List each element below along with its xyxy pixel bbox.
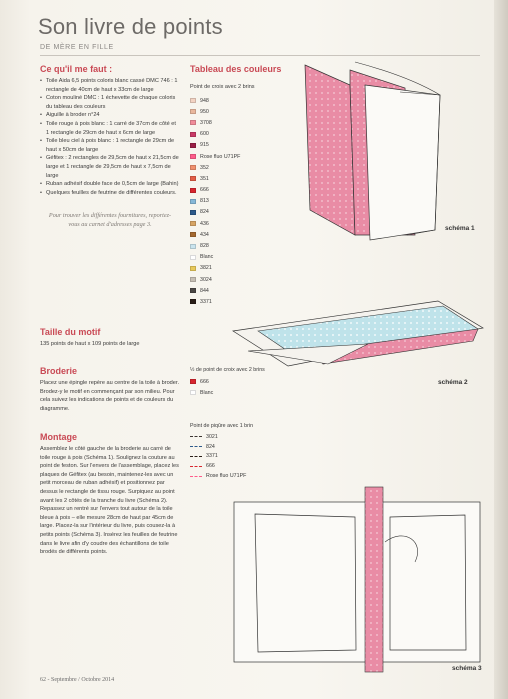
materials-item: • Toile Aida 6,5 points coloris blanc cassé DMC 746 : 1 rectangle de 40cm de haut x 33cm de large xyxy=(40,77,180,94)
color-code: 3024 xyxy=(200,276,212,283)
color-code: Rose fluo U71PF xyxy=(206,473,247,480)
materials-list xyxy=(40,77,180,197)
color-code: 436 xyxy=(200,220,209,227)
montage-heading: Montage xyxy=(40,432,77,442)
color-code: 844 xyxy=(200,287,209,294)
color-code: Blanc xyxy=(200,389,214,396)
schema-2-illustration xyxy=(228,296,486,388)
color-legend-row xyxy=(190,229,290,240)
montage-section xyxy=(40,432,180,557)
color-legend-row xyxy=(190,387,310,398)
schema-1-label: schéma 1 xyxy=(445,225,475,232)
color-code: 824 xyxy=(200,209,209,216)
color-legend-row xyxy=(190,106,290,117)
backstitch-subheading: Point de piqûre avec 1 brin xyxy=(190,423,254,429)
page-footer: 62 - Septembre / Octobre 2014 xyxy=(40,677,115,683)
color-swatch xyxy=(190,266,196,271)
half-stitch-subheading: ½ de point de croix avec 2 brins xyxy=(190,367,265,373)
materials-item: • Géfitex : 2 rectangles de 29,5cm de haut x 21,5cm de large et 1 rectangle de 29,5cm de haut x 7,5cm de large xyxy=(40,154,180,180)
color-code: 3371 xyxy=(200,298,212,305)
color-legend-row xyxy=(190,95,290,106)
schema-3-label: schéma 3 xyxy=(452,665,482,672)
color-code: 828 xyxy=(200,243,209,250)
color-swatch xyxy=(190,277,196,282)
color-legend-row xyxy=(190,117,290,128)
color-legend-row xyxy=(190,452,310,462)
color-code: 666 xyxy=(200,187,209,194)
color-swatch xyxy=(190,210,196,215)
materials-item: • Aiguille à broder n°24 xyxy=(40,111,180,120)
materials-note: Pour trouver les différentes fournitures, reportez-vous au carnet d'adresses page 3. xyxy=(48,212,172,229)
color-legend-row xyxy=(190,274,290,285)
color-legend-row xyxy=(190,471,310,481)
materials-item: • Quelques feuilles de feutrine de différentes couleurs. xyxy=(40,189,180,198)
backstitch-legend xyxy=(190,423,310,481)
broderie-section xyxy=(40,366,180,413)
color-legend-row xyxy=(190,140,290,151)
color-swatch xyxy=(190,109,196,114)
color-rows xyxy=(190,95,290,308)
page-subtitle: DE MÈRE EN FILLE xyxy=(40,44,114,51)
color-swatch xyxy=(190,154,196,159)
color-swatch xyxy=(190,255,196,260)
backstitch-line-swatch xyxy=(190,436,202,437)
color-swatch xyxy=(190,288,196,293)
color-legend-row xyxy=(190,263,290,274)
color-legend-row xyxy=(190,285,290,296)
materials-section xyxy=(40,64,180,229)
materials-item: • Ruban adhésif double face de 0,5cm de large (Bahin) xyxy=(40,180,180,189)
backstitch-line-swatch xyxy=(190,446,202,447)
materials-item: • Coton mouliné DMC : 1 échevette de chaque coloris du tableau des couleurs xyxy=(40,94,180,111)
backstitch-rows xyxy=(190,432,310,481)
color-swatch xyxy=(190,188,196,193)
schema-2-label: schéma 2 xyxy=(438,379,468,386)
taille-text: 135 points de haut x 109 points de large xyxy=(40,341,140,347)
backstitch-line-swatch xyxy=(190,476,202,477)
color-code: 3708 xyxy=(200,119,212,126)
taille-heading: Taille du motif xyxy=(40,327,101,337)
color-code: 666 xyxy=(206,463,215,470)
color-code: Blanc xyxy=(200,254,214,261)
color-legend-row xyxy=(190,185,290,196)
color-swatch xyxy=(190,120,196,125)
color-swatch xyxy=(190,165,196,170)
color-code: Rose fluo U71PF xyxy=(200,153,241,160)
materials-heading: Ce qu'il me faut : xyxy=(40,64,113,74)
taille-section xyxy=(40,327,180,349)
broderie-text: Placez une épingle repère au centre de la toile à broder. Brodez-y le motif en commençant par son milieu. Pour cela suivez les indications de points et de couleurs du diagramme. xyxy=(40,380,180,412)
color-code: 3371 xyxy=(206,453,218,460)
color-swatch xyxy=(190,221,196,226)
color-table xyxy=(190,64,290,308)
color-code: 915 xyxy=(200,142,209,149)
color-code: 352 xyxy=(200,164,209,171)
broderie-heading: Broderie xyxy=(40,366,78,376)
color-legend-row xyxy=(190,196,290,207)
materials-item: • Toile rouge à pois blanc : 1 carré de 37cm de côté et 1 rectangle de 29cm de haut x 6cm de large xyxy=(40,120,180,137)
color-code: 666 xyxy=(200,378,209,385)
color-legend-row xyxy=(190,162,290,173)
color-legend-row xyxy=(190,207,290,218)
color-code: 3021 xyxy=(206,433,218,440)
color-code: 948 xyxy=(200,97,209,104)
page-title: Son livre de points xyxy=(38,14,223,39)
color-legend-row xyxy=(190,432,310,442)
color-legend-row xyxy=(190,240,290,251)
backstitch-line-swatch xyxy=(190,466,202,467)
color-swatch xyxy=(190,299,196,304)
color-legend-row xyxy=(190,442,310,452)
color-code: 434 xyxy=(200,231,209,238)
color-code: 3821 xyxy=(200,265,212,272)
color-legend-row xyxy=(190,129,290,140)
materials-item: • Toile bleu ciel à pois blanc : 1 rectangle de 29cm de haut x 50cm de large xyxy=(40,137,180,154)
color-table-heading: Tableau des couleurs xyxy=(190,64,282,74)
color-code: 950 xyxy=(200,108,209,115)
color-swatch xyxy=(190,176,196,181)
color-code: 351 xyxy=(200,175,209,182)
color-legend-row xyxy=(190,151,290,162)
color-swatch xyxy=(190,199,196,204)
backstitch-line-swatch xyxy=(190,456,202,457)
color-legend-row xyxy=(190,461,310,471)
color-code: 600 xyxy=(200,131,209,138)
color-legend-row xyxy=(190,252,290,263)
color-code: 813 xyxy=(200,198,209,205)
color-legend-row xyxy=(190,173,290,184)
page-spine-shadow xyxy=(494,0,508,699)
color-legend-row xyxy=(190,218,290,229)
schema-1-illustration xyxy=(295,60,485,250)
header-divider xyxy=(40,55,480,56)
montage-text: Assemblez le côté gauche de la broderie au carré de toile rouge à pois (Schéma 1). Soulignez la couture au point de feston. Sur l'envers de l'assemblage, placez les plaques de Géfitex (au besoin, maintenez-les avec un petit morceau de ruban adhésif) et positionnez par dessus le rectangle de tissu rouge. Surpiquez au point avant les 2 côtés de la tranche du livre (Schéma 2). Repassez un rentré sur l'envers tout autour de la toile bleue à pois – elle mesure 28cm de haut par 45cm de large. Placez-la sur l'intérieur du livre, puis cousez-la à petits points (Schéma 3). Insérez les feuilles de feutrine dans le livre afin d'y coudre des échantillons de toile brodés de différents points. xyxy=(40,446,179,556)
color-swatch xyxy=(190,98,196,103)
color-swatch xyxy=(190,390,196,395)
color-code: 824 xyxy=(206,443,215,450)
color-swatch xyxy=(190,132,196,137)
color-swatch xyxy=(190,232,196,237)
cross-stitch-subheading: Point de croix avec 2 brins xyxy=(190,84,255,90)
schema-3-illustration xyxy=(230,482,486,677)
color-swatch xyxy=(190,379,196,384)
color-swatch xyxy=(190,244,196,249)
color-swatch xyxy=(190,143,196,148)
